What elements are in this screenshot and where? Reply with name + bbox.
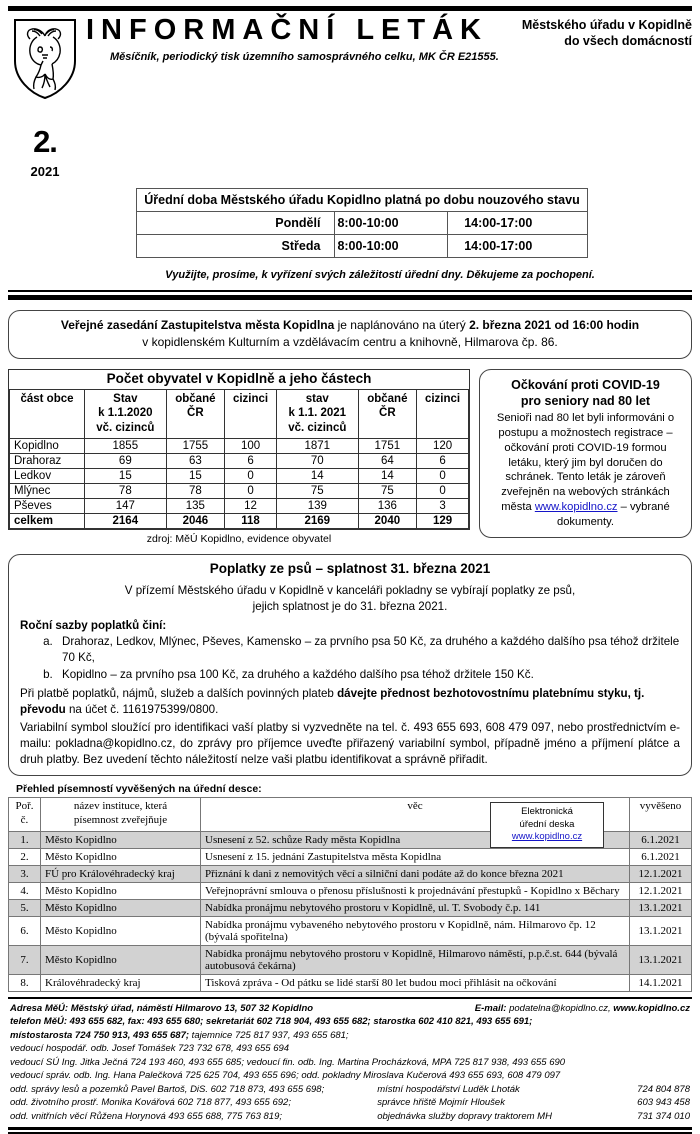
list-item: b. Kopidlno – za prvního psa 100 Kč, za druhého a každého dalšího psa téhož držitele 150 Kč. [56, 667, 680, 683]
col-state-2020: Stav k 1.1.2020 vč. cizinců [85, 389, 167, 438]
notice-board-label: Přehled písemností vyvěšených na úřední desce: [16, 783, 262, 796]
col-part: část obce [10, 389, 85, 438]
meeting-lead: Veřejné zasedání Zastupitelstva města Kopidlna [60, 318, 335, 332]
table-row [9, 974, 692, 991]
masthead-subtitle [488, 15, 692, 49]
cell-citizens-2021: 2040 [358, 513, 416, 528]
cell-date: 14.1.2021 [630, 974, 692, 991]
cell-subject: Nabídka pronájmu vybaveného nebytového prostoru v Kopidlně, nám. Hilmarovo čp. 12 (bývalá spořitelna) [201, 916, 630, 945]
cell-date: 6.1.2021 [630, 831, 692, 848]
table-row [137, 189, 588, 212]
deputy-rest: tajemnice 725 817 937, 493 655 681; [189, 1029, 349, 1041]
cell-state-2021: 139 [276, 498, 358, 513]
office-hours-morning: 8:00-10:00 [335, 235, 448, 258]
cell-state-2020: 2164 [85, 513, 167, 528]
footer-contacts [8, 999, 692, 1123]
cell-citizens-2020: 63 [166, 453, 224, 468]
issue-number: 2. [33, 124, 57, 159]
cell-number: 3. [9, 865, 41, 882]
cell-state-2020: 147 [85, 498, 167, 513]
population-source: zdroj: MěÚ Kopidlno, evidence obyvatel [146, 532, 332, 545]
payment-text-c: na účet č. 1161975399/0800. [65, 703, 219, 717]
cell-state-2021: 14 [276, 468, 358, 483]
footer-col-phone: 724 804 878 [637, 1083, 690, 1095]
cell-part: Pševes [10, 498, 85, 513]
cell-part: celkem [10, 513, 85, 528]
cell-institution: Město Kopidlno [41, 848, 201, 865]
cell-state-2020: 1855 [85, 438, 167, 453]
cell-institution: FÚ pro Královéhradecký kraj [41, 865, 201, 882]
badge-line2: úřední deska [519, 818, 575, 830]
office-hours-note: Využijte, prosíme, k vyřízení svých záležitostí úřední dny. Děkujeme za pochopení. [165, 269, 595, 281]
col-institution: název instituce, která písemnost zveřejňuje [41, 798, 201, 832]
footer-staff-line: vedoucí SÚ Ing. Jitka Ječná 724 193 460, 493 655 685; vedoucí fin. odb. Ing. Martina Procházková, MPA 725 817 938, 493 655 690 [10, 1056, 566, 1068]
footer-col-left: odd. životního prostř. Monika Kovářová 602 718 877, 493 655 692; [10, 1097, 291, 1109]
cell-citizens-2020: 78 [166, 483, 224, 498]
payment-text-a: Při platbě poplatků, nájmů, služeb a dalších povinných plateb [20, 687, 338, 701]
col-number: Poř. č. [9, 798, 41, 832]
cell-state-2020: 15 [85, 468, 167, 483]
cell-date: 13.1.2021 [630, 916, 692, 945]
cell-foreigners-2020: 6 [225, 453, 277, 468]
footer-staff-line: vedoucí správ. odb. Ing. Hana Palečková 725 625 704, 493 655 696; odd. pokladny Miroslava Kučerová 493 655 693, 608 479 097 [10, 1070, 561, 1082]
population-table [9, 389, 469, 529]
cell-institution: Město Kopidlno [41, 916, 201, 945]
kopidlno-coat-of-arms-icon [12, 17, 78, 101]
covid-website-link[interactable]: www.kopidlno.cz [534, 500, 618, 513]
population-section [8, 369, 470, 545]
meeting-mid: je naplánováno na úterý [334, 318, 470, 332]
page-title: INFORMAČNÍ LETÁK [86, 14, 488, 46]
cell-part: Drahoraz [10, 453, 85, 468]
cell-subject: Nabídka pronájmu nebytového prostoru v Kopidlně, Hilmarovo náměstí, p.p.č.st. 644 (bývalá autobusová čekárna) [201, 945, 630, 974]
email-label: E-mail: [474, 1002, 507, 1014]
footer-col-right: objednávka služby dopravy traktorem MH [377, 1110, 552, 1122]
office-hours-morning: 8:00-10:00 [335, 212, 448, 235]
cell-citizens-2020: 2046 [166, 513, 224, 528]
dog-fees-payment-paragraph [20, 686, 680, 718]
col-foreigners-2020: cizinci [225, 389, 277, 438]
table-row [137, 235, 588, 258]
footer-two-col-row [10, 1083, 690, 1096]
masthead-subtitle-line2: do všech domácností [564, 33, 692, 48]
footer-deputy-line [10, 1029, 690, 1042]
office-hours-day: Pondělí [137, 212, 335, 235]
table-row [9, 865, 692, 882]
cell-number: 6. [9, 916, 41, 945]
footer-col-left: odd. vnitřních věcí Růžena Horynová 493 655 688, 775 763 819; [10, 1110, 282, 1122]
cell-subject: Nabídka pronájmu nebytového prostoru v Kopidlně, ul. T. Svobody č.p. 141 [201, 899, 630, 916]
footer-web: www.kopidlno.cz [610, 1002, 690, 1014]
section-divider [8, 290, 692, 300]
col-state-2021: stav k 1.1. 2021 vč. cizinců [276, 389, 358, 438]
dog-fees-intro-line2: jejich splatnost je do 31. března 2021. [252, 599, 448, 613]
cell-number: 1. [9, 831, 41, 848]
dog-fees-rates-label: Roční sazby poplatků činí: [20, 618, 167, 632]
meeting-date: 2. března 2021 od 16:00 hodin [469, 318, 640, 332]
masthead [8, 15, 692, 179]
cell-part: Mlýnec [10, 483, 85, 498]
table-row [10, 453, 469, 468]
office-hours-afternoon: 14:00-17:00 [448, 212, 588, 235]
cell-institution: Město Kopidlno [41, 882, 201, 899]
col-citizens-2020: občané ČR [166, 389, 224, 438]
population-title: Počet obyvatel v Kopidlně a jeho částech [106, 370, 372, 386]
covid-title [487, 377, 684, 410]
cell-foreigners-2020: 0 [225, 468, 277, 483]
masthead-subtitle-line1: Městského úřadu v Kopidlně [521, 18, 692, 32]
cell-date: 6.1.2021 [630, 848, 692, 865]
cell-institution: Město Kopidlno [41, 945, 201, 974]
footer-bottom-rule [8, 1127, 692, 1134]
cell-foreigners-2020: 100 [225, 438, 277, 453]
cell-citizens-2021: 1751 [358, 438, 416, 453]
cell-subject: Usnesení z 52. schůze Rady města Kopidlna [201, 831, 630, 848]
office-hours-section [136, 188, 588, 258]
footer-col-phone: 603 943 458 [637, 1097, 690, 1109]
cell-institution: Královéhradecký kraj [41, 974, 201, 991]
covid-column [470, 369, 692, 538]
list-item: a. Drahoraz, Ledkov, Mlýnec, Pševes, Kamensko – za prvního psa 50 Kč, za druhého a každého dalšího psa téhož držitele 70 Kč, [56, 634, 680, 666]
cell-citizens-2020: 15 [166, 468, 224, 483]
col-posted: vyvěšeno [630, 798, 692, 832]
cell-number: 7. [9, 945, 41, 974]
table-row [10, 498, 469, 513]
crest-column [8, 15, 82, 179]
dog-fees-variable-symbol-paragraph: Variabilní symbol sloužící pro identifikaci vaší platby si vyzvedněte na tel. č. 493 655 693, 608 479 097, nebo prostřednictvím e-mailu: pokladna@kopidlno.cz, do zprávy pro příjemce uveďte přiřazený variabilní symbol, případně jméno a příjmení plátce a druh platby. Bez uvedení těchto náležitostí nelze vaši platbu identifikovat a správně přiřadit. [20, 721, 680, 767]
table-row [9, 916, 692, 945]
cell-foreigners-2020: 12 [225, 498, 277, 513]
footer-two-col-row [10, 1096, 690, 1109]
cell-citizens-2021: 136 [358, 498, 416, 513]
cell-foreigners-2020: 118 [225, 513, 277, 528]
cell-institution: Město Kopidlno [41, 899, 201, 916]
col-subject: věc [201, 798, 630, 832]
address-label: Adresa MěÚ: [10, 1002, 69, 1014]
footer-address-row [10, 1002, 690, 1015]
footer-phones-text: telefon MěÚ: 493 655 682, fax: 493 655 680; sekretariát 602 718 904, 493 655 682; starostka 602 410 821, 493 655 691; [10, 1016, 533, 1028]
footer-col-right: správce hřiště Mojmír Hloušek [377, 1097, 505, 1109]
cell-citizens-2021: 75 [358, 483, 416, 498]
footer-address [10, 1002, 313, 1015]
cell-number: 2. [9, 848, 41, 865]
cell-date: 12.1.2021 [630, 865, 692, 882]
table-row [10, 483, 469, 498]
office-hours-caption: Úřední doba Městského úřadu Kopidlno platná po dobu nouzového stavu [137, 189, 588, 212]
cell-number: 8. [9, 974, 41, 991]
mid-section [8, 369, 692, 545]
cell-citizens-2020: 135 [166, 498, 224, 513]
covid-vaccination-box [479, 369, 692, 538]
cell-state-2021: 1871 [276, 438, 358, 453]
cell-subject: Tisková zpráva - Od pátku se lidé starší 80 let budou moci přihlásit na očkování [201, 974, 630, 991]
cell-number: 4. [9, 882, 41, 899]
covid-title-line2: pro seniory nad 80 let [520, 394, 651, 409]
col-citizens-2021: občané ČR [358, 389, 416, 438]
masthead-tagline: Měsíčník, periodický tisk územního samosprávného celku, MK ČR E21555. [110, 51, 499, 64]
cell-date: 12.1.2021 [630, 882, 692, 899]
cell-state-2020: 69 [85, 453, 167, 468]
meeting-line2: v kopidlenském Kulturním a vzdělávacím centru a knihovně, Hilmarova čp. 86. [142, 335, 558, 350]
cell-date: 13.1.2021 [630, 899, 692, 916]
footer-col-phone: 731 374 010 [637, 1110, 690, 1122]
table-total-row [10, 513, 469, 528]
cell-state-2021: 75 [276, 483, 358, 498]
cell-foreigners-2021: 3 [417, 498, 469, 513]
payment-text-bold: dávejte přednost bezhotovostnímu platebnímu styku, tj. převodu [20, 687, 645, 717]
email-value: podatelna@kopidlno.cz, [506, 1002, 611, 1014]
cell-state-2021: 2169 [276, 513, 358, 528]
badge-website-link[interactable]: www.kopidlno.cz [511, 831, 583, 843]
cell-foreigners-2021: 0 [417, 468, 469, 483]
dog-fees-intro-line1: V přízemí Městského úřadu v Kopidlně v kanceláři pokladny se vybírají poplatky ze psů, [124, 583, 576, 597]
dog-fees-rates-list [20, 634, 680, 683]
office-hours-afternoon: 14:00-17:00 [448, 235, 588, 258]
office-hours-day: Středa [137, 235, 335, 258]
cell-part: Ledkov [10, 468, 85, 483]
cell-subject: Usnesení z 15. jednání Zastupitelstva města Kopidlna [201, 848, 630, 865]
cell-citizens-2020: 1755 [166, 438, 224, 453]
cell-state-2020: 78 [85, 483, 167, 498]
cell-date: 13.1.2021 [630, 945, 692, 974]
masthead-main [82, 15, 692, 63]
cell-institution: Město Kopidlno [41, 831, 201, 848]
table-row [9, 882, 692, 899]
table-row [10, 438, 469, 453]
issue-year: 2021 [30, 164, 60, 179]
electronic-notice-board-badge [490, 802, 604, 848]
cell-number: 5. [9, 899, 41, 916]
notice-board-wrap [8, 797, 692, 992]
table-header-row [10, 389, 469, 438]
col-foreigners-2021: cizinci [417, 389, 469, 438]
table-row [137, 212, 588, 235]
cell-state-2021: 70 [276, 453, 358, 468]
dog-fees-title: Poplatky ze psů – splatnost 31. března 2021 [209, 560, 491, 576]
cell-subject: Přiznání k dani z nemovitých věcí a silniční dani podáte až do konce března 2021 [201, 865, 630, 882]
table-row [9, 945, 692, 974]
meeting-line1 [19, 317, 681, 334]
covid-body-after: – vybrané dokumenty. [556, 500, 670, 528]
covid-body-before: Senioři nad 80 let byli informováni o postupu a možnostech registrace – očkování proti COVID-19 formou letáku, který jim byl doručen do schránek. Tento leták je zároveň zveřejněn na webových stránkách města [496, 412, 675, 513]
cell-foreigners-2021: 0 [417, 483, 469, 498]
newsletter-page [0, 6, 700, 1122]
cell-citizens-2021: 14 [358, 468, 416, 483]
meeting-announcement-box [8, 310, 692, 359]
cell-subject: Veřejnoprávní smlouva o přenosu příslušnosti k projednávání přestupků - Kopidlno x Běchary [201, 882, 630, 899]
table-row [10, 468, 469, 483]
address-value: Městský úřad, náměstí Hilmarovo 13, 507 32 Kopidlno [68, 1002, 314, 1014]
top-rule [8, 6, 692, 11]
footer-col-left: odd. správy lesů a pozemků Pavel Bartoš, DiS. 602 718 873, 493 655 698; [10, 1083, 325, 1095]
cell-part: Kopidlno [10, 438, 85, 453]
cell-foreigners-2021: 6 [417, 453, 469, 468]
cell-citizens-2021: 64 [358, 453, 416, 468]
office-hours-table [136, 188, 588, 258]
cell-foreigners-2021: 129 [417, 513, 469, 528]
covid-title-line1: Očkování proti COVID-19 [511, 377, 660, 392]
footer-email [475, 1002, 690, 1015]
deputy-bold: místostarosta 724 750 913, 493 655 687; [10, 1029, 190, 1041]
footer-two-col-row [10, 1110, 690, 1123]
badge-line1: Elektronická [521, 806, 573, 818]
dog-fees-box [8, 554, 692, 776]
table-row [9, 848, 692, 865]
footer-staff-line: vedoucí hospodář. odb. Josef Tomášek 723 732 678, 493 655 694 [10, 1043, 290, 1055]
cell-foreigners-2021: 120 [417, 438, 469, 453]
footer-col-right: místní hospodářství Luděk Lhoták [377, 1083, 520, 1095]
cell-foreigners-2020: 0 [225, 483, 277, 498]
table-row [9, 899, 692, 916]
footer-phones [10, 1015, 690, 1028]
